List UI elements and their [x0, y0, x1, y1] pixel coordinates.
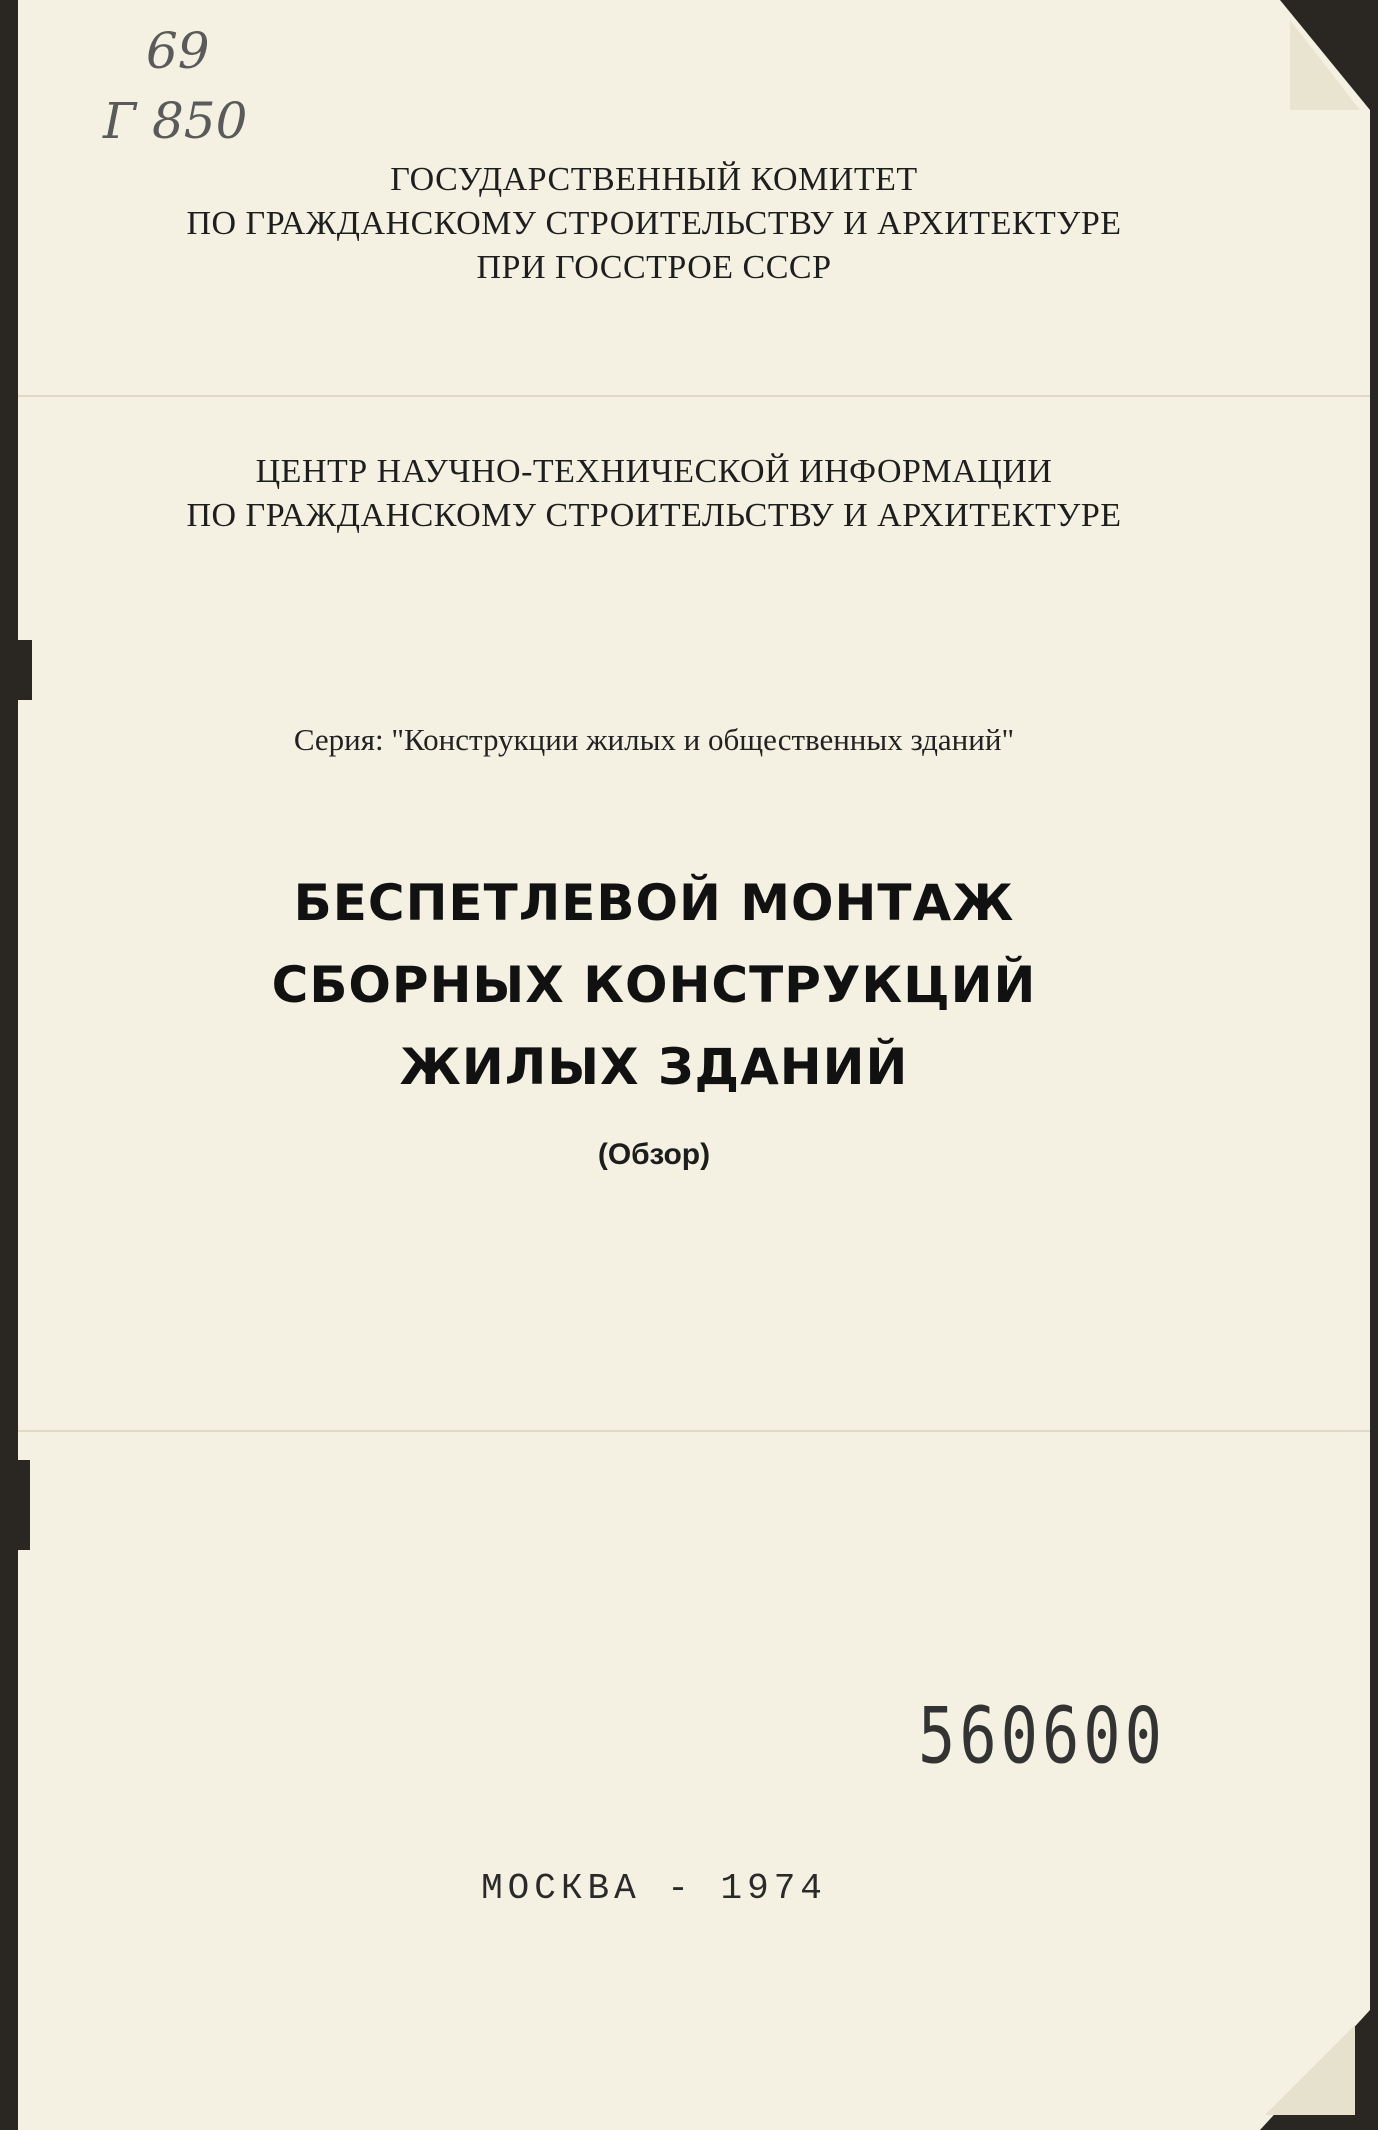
committee-line: ГОСУДАРСТВЕННЫЙ КОМИТЕТ — [390, 161, 918, 198]
handwritten-shelf-mark: 69 — [146, 22, 210, 80]
series-line: Серия: "Конструкции жилых и общественных зданий" — [293, 722, 1015, 757]
torn-edge — [18, 1460, 30, 1550]
document-title — [18, 862, 1290, 1108]
info-center-heading — [18, 450, 1290, 538]
document-page — [18, 0, 1370, 2130]
imprint-city-year: МОСКВА - 1974 — [481, 1868, 827, 1909]
torn-edge — [18, 640, 32, 700]
info-center-line: ПО ГРАЖДАНСКОМУ СТРОИТЕЛЬСТВУ И АРХИТЕКТУРЕ — [186, 497, 1122, 534]
title-line: ЖИЛЫХ ЗДАНИЙ — [399, 1038, 909, 1096]
committee-line: ПО ГРАЖДАНСКОМУ СТРОИТЕЛЬСТВУ И АРХИТЕКТУРЕ — [186, 205, 1122, 242]
document-subtitle: (Обзор) — [597, 1138, 711, 1171]
fold-crease — [18, 395, 1370, 397]
info-center-line: ЦЕНТР НАУЧНО-ТЕХНИЧЕСКОЙ ИНФОРМАЦИИ — [255, 453, 1053, 490]
committee-line: ПРИ ГОССТРОЕ СССР — [476, 249, 832, 286]
title-line: БЕСПЕТЛЕВОЙ МОНТАЖ — [293, 874, 1015, 932]
handwritten-call-number: Г 850 — [103, 92, 248, 150]
title-line: СБОРНЫХ КОНСТРУКЦИЙ — [271, 956, 1037, 1014]
committee-heading — [18, 158, 1290, 290]
inventory-number-stamp: 560600 — [918, 1690, 1166, 1782]
fold-crease — [18, 1430, 1370, 1432]
